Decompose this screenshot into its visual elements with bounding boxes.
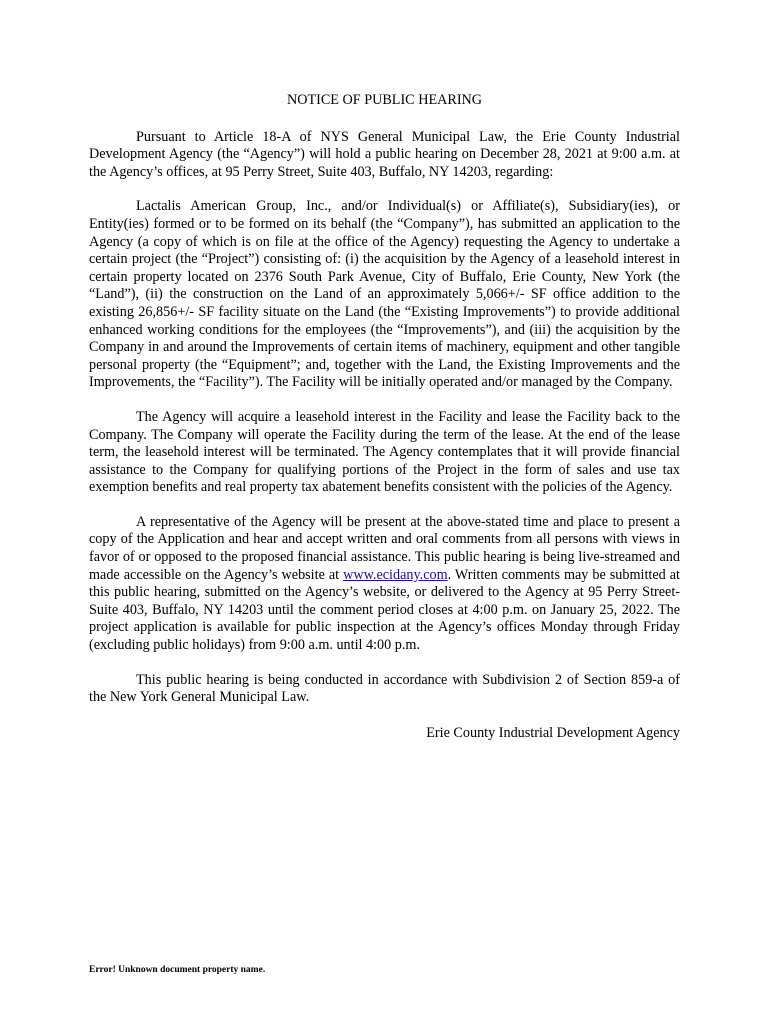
paragraph-hearing-announcement: Pursuant to Article 18-A of NYS General Municipal Law, the Erie County Industrial Development Agency (the “Agency”) will hold a public hearing on December 28, 2021 at 9:00 a.m. at the Agency’s offices, at 95 Perry Street, Suite 403, Buffalo, NY 14203, regarding: — [89, 128, 680, 180]
document-title: NOTICE OF PUBLIC HEARING — [286, 92, 483, 108]
document-body — [89, 92, 680, 742]
paragraph-comments-text-end: . Written comments may be submitted at this public hearing, submitted on the Agency’s website, or delivered to the Agency at 95 Perry Street-Suite 403, Buffalo, NY 14203 until the comment period closes at 4:00 p.m. on January 25, 2022. The project application is available for public inspection at the Agency’s offices Monday through Friday (excluding public holidays) from 9:00 a.m. until 4:00 p.m. — [89, 566, 680, 654]
paragraph-comments-text-start: A representative of the Agency will be present at the above-stated time and place to present a copy of the Application and hear and accept written and oral comments from all persons with views in favor of or opposed to the proposed financial assistance. This public hearing is being live-streamed and made accessible on the Agency’s website at — [89, 513, 680, 583]
paragraph-legal-basis: This public hearing is being conducted in accordance with Subdivision 2 of Section 859-a of the New York General Municipal Law. — [89, 671, 680, 706]
agency-website-link[interactable]: www.ecidany.com — [343, 566, 448, 583]
paragraph-financial-assistance: The Agency will acquire a leasehold interest in the Facility and lease the Facility back to the Company. The Company will operate the Facility during the term of the lease. At the end of the lease term, the leasehold interest will be terminated. The Agency contemplates that it will provide financial assistance to the Company for qualifying portions of the Project in the form of sales and use tax exemption benefits and real property tax abatement benefits consistent with the policies of the Agency. — [89, 408, 680, 496]
footer-error-text: Error! Unknown document property name. — [89, 965, 266, 975]
paragraph-project-description: Lactalis American Group, Inc., and/or Individual(s) or Affiliate(s), Subsidiary(ies), or Entity(ies) formed or to be formed on its behalf (the “Company”), has submitted an application to the Agency (a copy of which is on file at the office of the Agency) requesting the Agency to undertake a certain project (the “Project”) consisting of: (i) the acquisition by the Agency of a leasehold interest in certain property located on 2376 South Park Avenue, City of Buffalo, Erie County, New York (the “Land”), (ii) the construction on the Land of an approximately 5,066+/- SF office addition to the existing 26,856+/- SF facility situate on the Land (the “Existing Improvements”) to provide additional enhanced working conditions for the employees (the “Improvements”), and (iii) the acquisition by the Company in and around the Improvements of certain items of machinery, equipment and other tangible personal property (the “Equipment”; and, together with the Land, the Existing Improvements and the Improvements, the “Facility”). The Facility will be initially operated and/or managed by the Company. — [89, 198, 680, 391]
paragraph-comments — [89, 514, 680, 655]
signature-agency-name: Erie County Industrial Development Agency — [426, 724, 680, 741]
